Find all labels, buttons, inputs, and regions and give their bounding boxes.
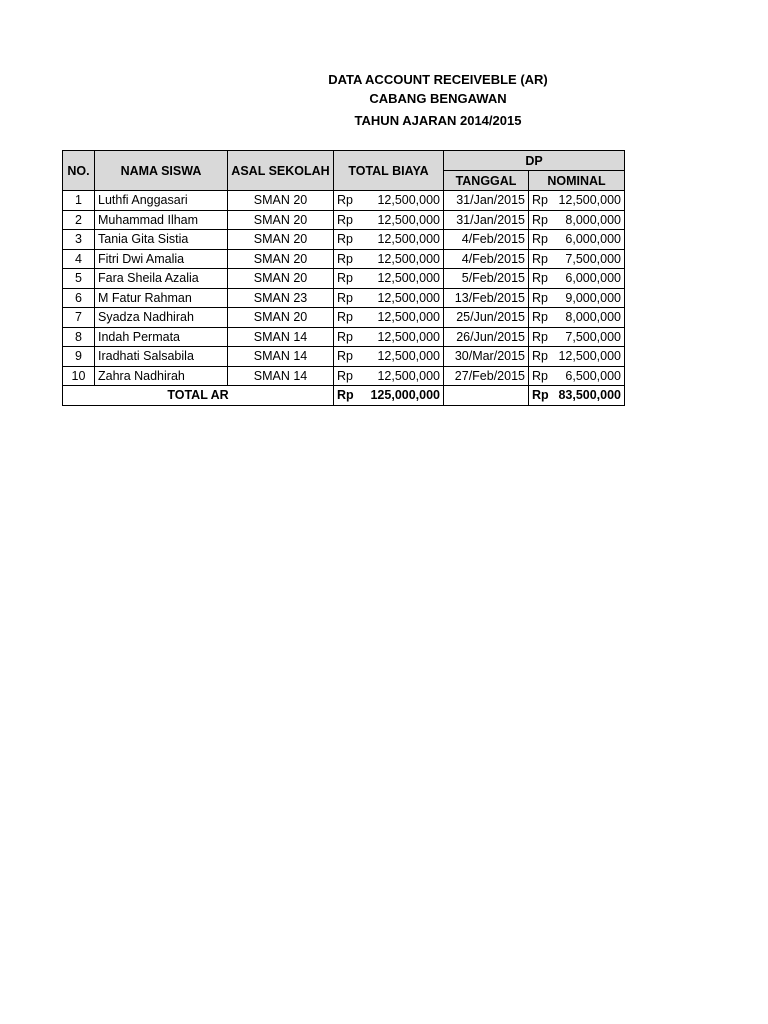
cell-nama-siswa: Syadza Nadhirah (95, 308, 228, 328)
cell-nama-siswa: Tania Gita Sistia (95, 230, 228, 250)
currency-label: Rp (532, 388, 549, 403)
cell-tanggal: 25/Jun/2015 (444, 308, 529, 328)
currency-label: Rp (532, 193, 548, 208)
cell-tanggal: 27/Feb/2015 (444, 366, 529, 386)
total-nominal-amount: 83,500,000 (558, 388, 621, 403)
nominal-amount: 12,500,000 (558, 349, 621, 364)
cell-nominal (529, 249, 625, 269)
header-no: NO. (63, 151, 95, 191)
cell-nama-siswa: M Fatur Rahman (95, 288, 228, 308)
total-biaya-amount: 12,500,000 (377, 251, 440, 266)
cell-tanggal: 30/Mar/2015 (444, 347, 529, 367)
cell-total-biaya (334, 366, 444, 386)
cell-nominal (529, 230, 625, 250)
cell-nama-siswa: Muhammad Ilham (95, 210, 228, 230)
cell-asal-sekolah: SMAN 23 (228, 288, 334, 308)
cell-no: 10 (63, 366, 95, 386)
cell-total-biaya (334, 308, 444, 328)
cell-nominal (529, 210, 625, 230)
cell-nominal (529, 191, 625, 211)
cell-total-biaya (334, 249, 444, 269)
total-biaya-amount: 12,500,000 (377, 290, 440, 305)
cell-total-biaya (334, 288, 444, 308)
total-tanggal-empty (444, 386, 529, 406)
nominal-amount: 12,500,000 (558, 193, 621, 208)
total-biaya-amount: 12,500,000 (377, 349, 440, 364)
ar-table-body (63, 191, 625, 386)
report-academic-year: TAHUN AJARAN 2014/2015 (354, 113, 522, 128)
table-row (63, 230, 625, 250)
currency-label: Rp (337, 251, 353, 266)
header-total-biaya: TOTAL BIAYA (334, 151, 444, 191)
table-row (63, 288, 625, 308)
total-biaya-amount: 12,500,000 (377, 232, 440, 247)
total-label: TOTAL AR (63, 386, 334, 406)
cell-no: 9 (63, 347, 95, 367)
cell-tanggal: 26/Jun/2015 (444, 327, 529, 347)
total-biaya-amount: 12,500,000 (377, 310, 440, 325)
table-row (63, 347, 625, 367)
currency-label: Rp (337, 388, 354, 403)
nominal-amount: 8,000,000 (565, 212, 621, 227)
header-nama-siswa: NAMA SISWA (95, 151, 228, 191)
cell-no: 8 (63, 327, 95, 347)
total-biaya-amount: 12,500,000 (377, 329, 440, 344)
header-tanggal: TANGGAL (444, 171, 529, 191)
total-biaya-amount: 12,500,000 (377, 271, 440, 286)
cell-tanggal: 31/Jan/2015 (444, 191, 529, 211)
cell-asal-sekolah: SMAN 20 (228, 269, 334, 289)
cell-nama-siswa: Iradhati Salsabila (95, 347, 228, 367)
cell-nominal (529, 366, 625, 386)
header-nominal: NOMINAL (529, 171, 625, 191)
header-asal-sekolah: ASAL SEKOLAH (228, 151, 334, 191)
table-row (63, 366, 625, 386)
currency-label: Rp (337, 232, 353, 247)
cell-asal-sekolah: SMAN 14 (228, 366, 334, 386)
nominal-amount: 7,500,000 (565, 329, 621, 344)
cell-asal-sekolah: SMAN 20 (228, 230, 334, 250)
cell-no: 3 (63, 230, 95, 250)
currency-label: Rp (337, 212, 353, 227)
cell-asal-sekolah: SMAN 20 (228, 191, 334, 211)
table-row (63, 327, 625, 347)
cell-tanggal: 4/Feb/2015 (444, 249, 529, 269)
currency-label: Rp (532, 329, 548, 344)
cell-asal-sekolah: SMAN 20 (228, 210, 334, 230)
table-row (63, 210, 625, 230)
cell-no: 6 (63, 288, 95, 308)
nominal-amount: 6,500,000 (565, 368, 621, 383)
cell-asal-sekolah: SMAN 20 (228, 249, 334, 269)
cell-nama-siswa: Luthfi Anggasari (95, 191, 228, 211)
cell-nominal (529, 308, 625, 328)
cell-asal-sekolah: SMAN 14 (228, 327, 334, 347)
currency-label: Rp (532, 310, 548, 325)
cell-no: 7 (63, 308, 95, 328)
cell-no: 2 (63, 210, 95, 230)
currency-label: Rp (532, 271, 548, 286)
cell-total-biaya (334, 347, 444, 367)
total-biaya-sum (334, 386, 444, 406)
cell-tanggal: 5/Feb/2015 (444, 269, 529, 289)
cell-nominal (529, 269, 625, 289)
total-nominal-sum (529, 386, 625, 406)
cell-nominal (529, 327, 625, 347)
cell-nominal (529, 347, 625, 367)
total-biaya-amount: 12,500,000 (377, 212, 440, 227)
total-biaya-amount: 12,500,000 (377, 368, 440, 383)
nominal-amount: 8,000,000 (565, 310, 621, 325)
ar-table (62, 150, 625, 406)
cell-tanggal: 31/Jan/2015 (444, 210, 529, 230)
currency-label: Rp (532, 290, 548, 305)
currency-label: Rp (532, 212, 548, 227)
table-row (63, 269, 625, 289)
currency-label: Rp (532, 368, 548, 383)
nominal-amount: 9,000,000 (565, 290, 621, 305)
cell-total-biaya (334, 191, 444, 211)
currency-label: Rp (337, 329, 353, 344)
report-title: DATA ACCOUNT RECEIVEBLE (AR) (328, 72, 548, 87)
currency-label: Rp (337, 290, 353, 305)
currency-label: Rp (532, 232, 548, 247)
total-biaya-amount: 125,000,000 (370, 388, 440, 403)
cell-tanggal: 4/Feb/2015 (444, 230, 529, 250)
cell-total-biaya (334, 327, 444, 347)
cell-nama-siswa: Indah Permata (95, 327, 228, 347)
cell-no: 5 (63, 269, 95, 289)
nominal-amount: 7,500,000 (565, 251, 621, 266)
total-row (63, 386, 625, 406)
currency-label: Rp (532, 251, 548, 266)
header-dp: DP (444, 151, 625, 171)
cell-total-biaya (334, 210, 444, 230)
cell-tanggal: 13/Feb/2015 (444, 288, 529, 308)
cell-nominal (529, 288, 625, 308)
cell-no: 1 (63, 191, 95, 211)
currency-label: Rp (532, 349, 548, 364)
currency-label: Rp (337, 368, 353, 383)
cell-nama-siswa: Fara Sheila Azalia (95, 269, 228, 289)
cell-asal-sekolah: SMAN 20 (228, 308, 334, 328)
cell-nama-siswa: Fitri Dwi Amalia (95, 249, 228, 269)
cell-nama-siswa: Zahra Nadhirah (95, 366, 228, 386)
currency-label: Rp (337, 193, 353, 208)
cell-asal-sekolah: SMAN 14 (228, 347, 334, 367)
currency-label: Rp (337, 271, 353, 286)
table-row (63, 191, 625, 211)
total-biaya-amount: 12,500,000 (377, 193, 440, 208)
report-branch: CABANG BENGAWAN (369, 91, 507, 106)
cell-total-biaya (334, 230, 444, 250)
cell-total-biaya (334, 269, 444, 289)
table-row (63, 308, 625, 328)
nominal-amount: 6,000,000 (565, 232, 621, 247)
nominal-amount: 6,000,000 (565, 271, 621, 286)
currency-label: Rp (337, 310, 353, 325)
report-title-block (0, 70, 768, 130)
cell-no: 4 (63, 249, 95, 269)
currency-label: Rp (337, 349, 353, 364)
table-row (63, 249, 625, 269)
